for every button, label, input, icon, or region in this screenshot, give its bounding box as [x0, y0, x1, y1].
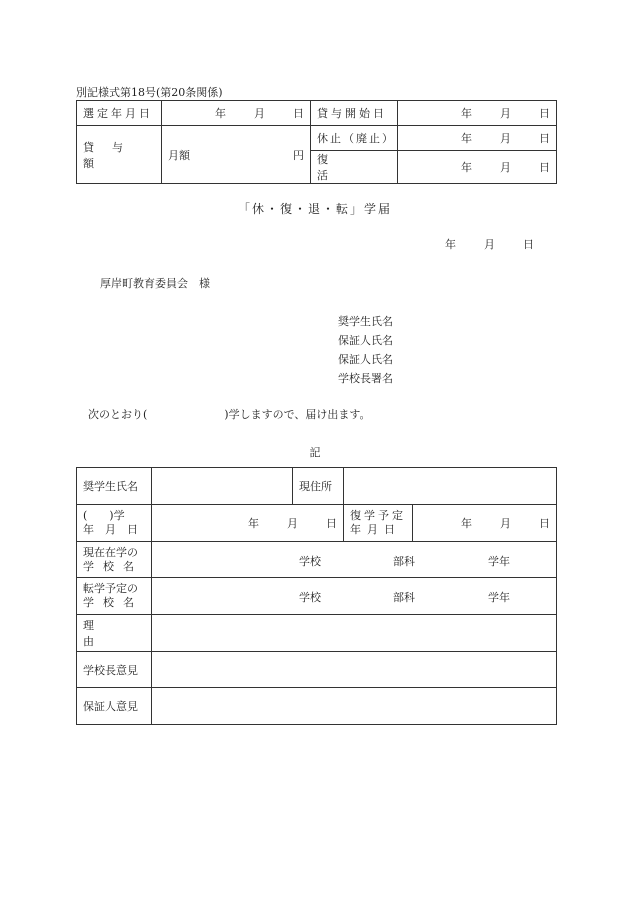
yen-unit: 円: [293, 148, 304, 162]
month-unit: 月: [500, 517, 511, 530]
submission-date[interactable]: [445, 236, 534, 252]
year-unit: 年: [461, 161, 472, 174]
principal-opinion-label: 学校長意見: [83, 663, 138, 677]
day-unit: 日: [539, 517, 550, 530]
year-unit: 年: [248, 517, 259, 530]
detail-table: [76, 467, 557, 725]
leave-date-label-cell: [77, 505, 152, 542]
address-label-cell: [293, 468, 344, 505]
suspend-date-value[interactable]: [398, 126, 557, 151]
year-unit: 年: [461, 132, 472, 145]
resume-planned-label: 復学予定: [350, 509, 406, 522]
loan-start-value[interactable]: [398, 101, 557, 126]
signatory-block: [338, 312, 393, 388]
loan-amount-label: 貸与額: [83, 140, 141, 170]
day-unit: 日: [539, 161, 550, 174]
transfer-school-label-cell: [77, 578, 152, 615]
month-unit: 月: [500, 107, 511, 120]
month-unit: 月: [500, 161, 511, 174]
leave-type-label: ( )学: [83, 509, 125, 522]
resume-date-value[interactable]: [398, 151, 557, 184]
grade-unit: 学年: [488, 554, 510, 568]
department-unit: 部科: [393, 591, 415, 604]
loan-start-label-cell: [311, 101, 398, 126]
address-value[interactable]: [344, 468, 557, 505]
signatory-principal[interactable]: 学校長署名: [338, 372, 393, 385]
form-reference: 別記様式第18号(第20条関係): [76, 86, 223, 99]
signatory-guarantor-2[interactable]: 保証人氏名: [338, 353, 393, 366]
suspend-label: 休止（廃止）: [317, 132, 395, 145]
guarantor-opinion-label: 保証人意見: [83, 700, 138, 713]
student-name-label: 奨学生氏名: [83, 480, 138, 493]
ki-heading: 記: [309, 446, 321, 459]
resume-label-cell: [311, 151, 398, 184]
school-unit: 学校: [299, 554, 321, 568]
day-unit: 日: [539, 132, 550, 145]
day-unit: 日: [539, 107, 550, 120]
transfer-school-name-label: 学校名: [83, 596, 143, 609]
signatory-guarantor-1[interactable]: 保証人氏名: [338, 334, 393, 347]
school-unit: 学校: [299, 591, 321, 604]
loan-info-table: [76, 100, 557, 184]
current-school-name-label: 学校名: [83, 559, 143, 573]
current-school-label-cell: [77, 542, 152, 578]
year-unit: 年: [461, 517, 472, 530]
document-title: 「休・復・退・転」学届: [237, 202, 392, 216]
reason-label-cell: [77, 615, 152, 652]
student-name-label-cell: [77, 468, 152, 505]
addressee: 厚岸町教育委員会 様: [100, 277, 210, 290]
selected-date-label: 選定年月日: [83, 107, 153, 120]
year-unit: 年: [215, 107, 226, 120]
transfer-school-value[interactable]: [152, 578, 557, 615]
leave-date-label: 年 月 日: [83, 523, 138, 536]
year-unit: 年: [445, 238, 456, 251]
resume-planned-value[interactable]: [413, 505, 557, 542]
reason-label: 理由: [83, 619, 130, 648]
address-label: 現住所: [299, 480, 332, 493]
month-unit: 月: [484, 238, 495, 251]
statement: 次のとおり( )学しますので、届け出ます。: [88, 408, 371, 421]
loan-amount-value[interactable]: [162, 126, 311, 184]
resume-label: 復活: [317, 153, 372, 182]
signatory-student[interactable]: 奨学生氏名: [338, 315, 393, 328]
leave-date-value[interactable]: [152, 505, 344, 542]
loan-start-label: 貸与開始日: [317, 107, 387, 120]
principal-opinion-label-cell: [77, 652, 152, 688]
reason-value[interactable]: [152, 615, 557, 652]
current-school-value[interactable]: [152, 542, 557, 578]
year-unit: 年: [461, 107, 472, 120]
principal-opinion-value[interactable]: [152, 652, 557, 688]
transfer-school-label: 転学予定の: [83, 582, 138, 595]
selected-date-label-cell: [77, 101, 162, 126]
guarantor-opinion-label-cell: [77, 688, 152, 725]
guarantor-opinion-value[interactable]: [152, 688, 557, 725]
month-unit: 月: [287, 517, 298, 530]
suspend-label-cell: [311, 126, 398, 151]
month-unit: 月: [500, 132, 511, 145]
day-unit: 日: [293, 107, 304, 120]
grade-unit: 学年: [488, 591, 510, 604]
day-unit: 日: [523, 238, 534, 251]
selected-date-value[interactable]: [162, 101, 311, 126]
department-unit: 部科: [393, 554, 415, 568]
day-unit: 日: [326, 517, 337, 530]
month-unit: 月: [254, 107, 265, 120]
loan-amount-label-cell: [77, 126, 162, 184]
monthly-label: 月額: [168, 148, 190, 162]
student-name-value[interactable]: [152, 468, 293, 505]
resume-planned-label-cell: [344, 505, 413, 542]
resume-planned-date-label: 年月日: [350, 523, 401, 536]
current-school-label: 現在在学の: [83, 545, 138, 559]
